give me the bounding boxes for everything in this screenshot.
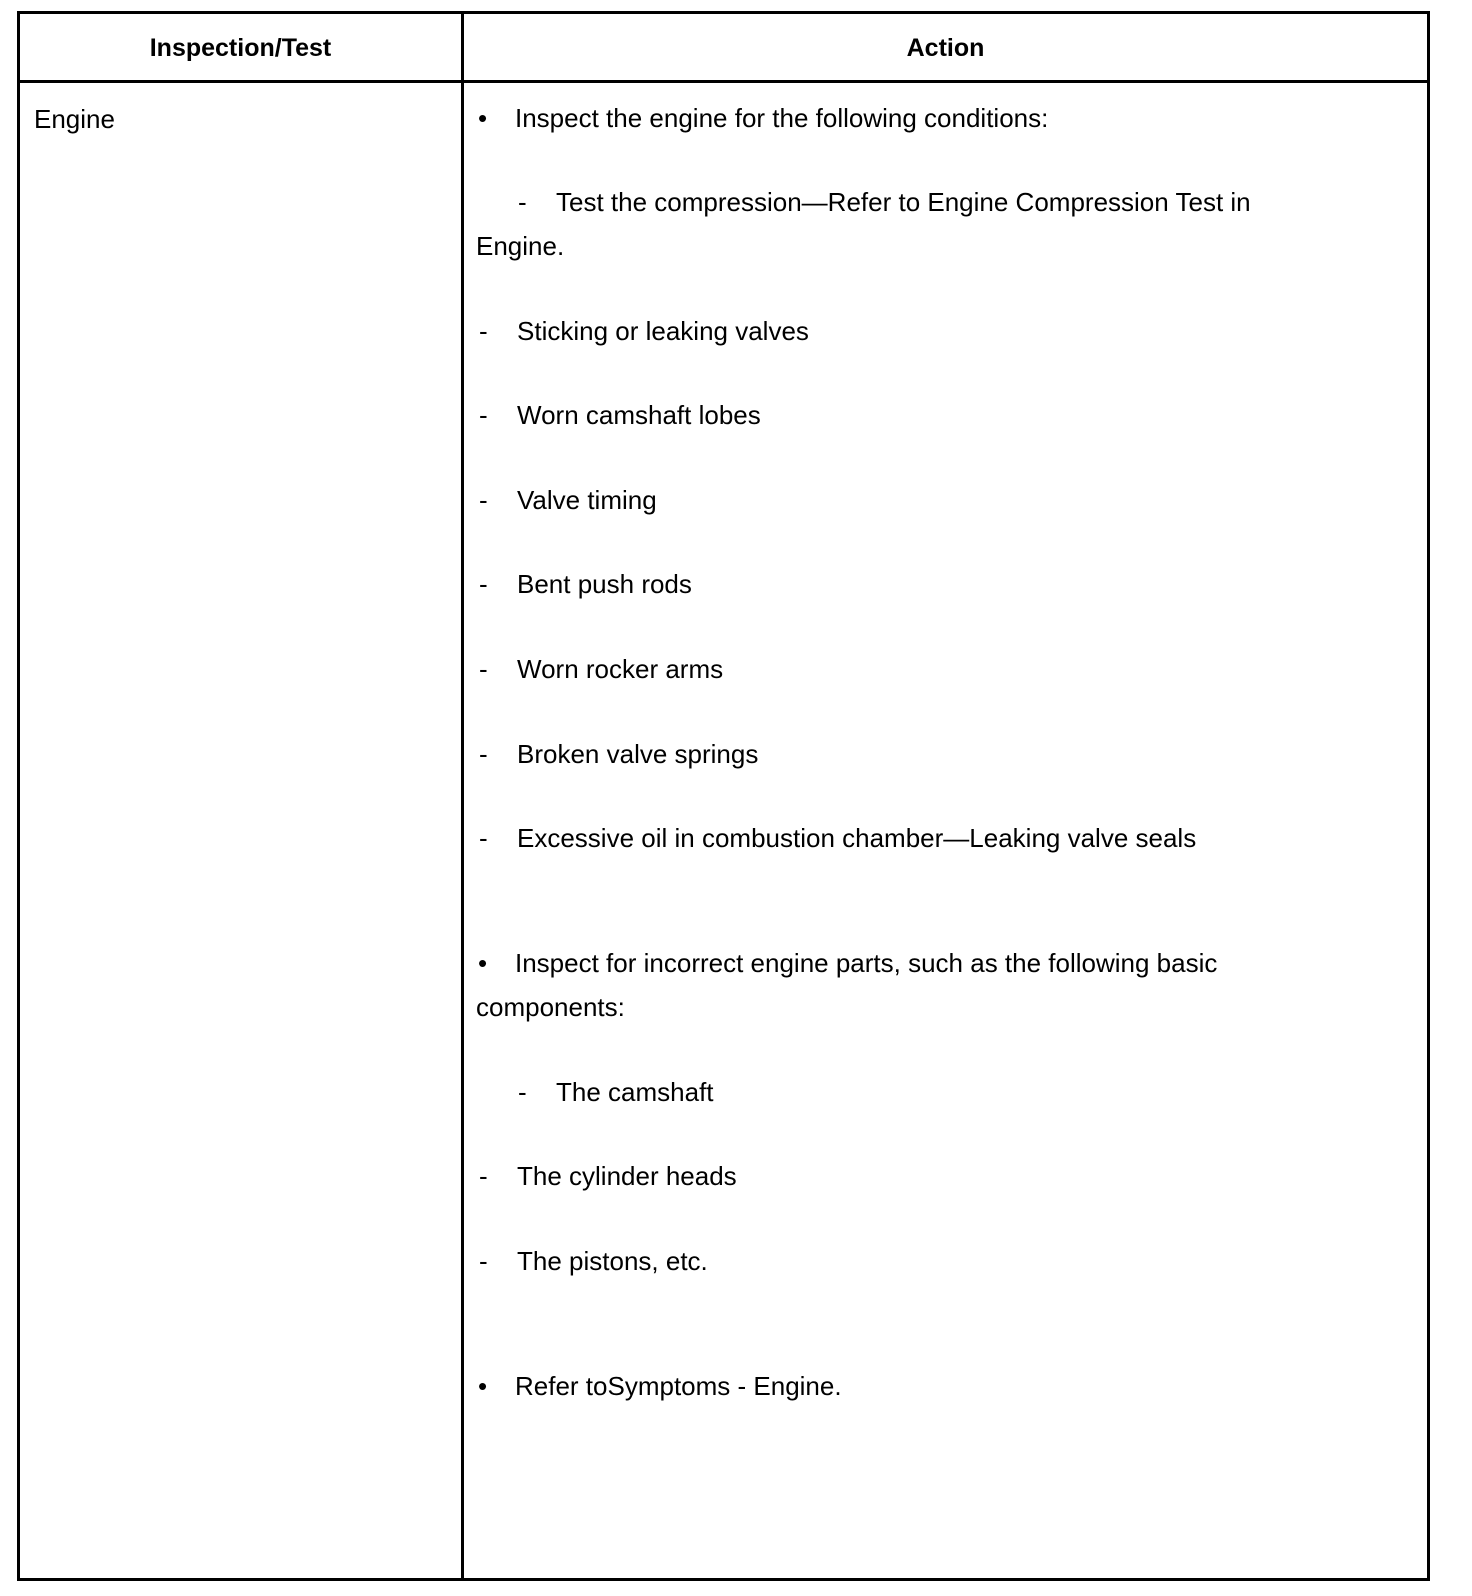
component-item: The camshaft	[556, 1077, 714, 1107]
dash-marker: -	[479, 400, 488, 430]
action-refer-symptoms: Refer toSymptoms - Engine.	[515, 1371, 842, 1401]
bullet-marker: •	[478, 103, 488, 133]
condition-item: Excessive oil in combustion chamber—Leaking valve seals	[517, 823, 1197, 853]
component-item: The cylinder heads	[517, 1161, 737, 1191]
dash-marker: -	[479, 823, 488, 853]
header-inspection-test: Inspection/Test	[149, 34, 332, 62]
condition-item: Sticking or leaking valves	[517, 316, 809, 346]
dash-marker: -	[479, 316, 488, 346]
dash-marker: -	[479, 739, 488, 769]
dash-marker: -	[479, 485, 488, 515]
action-intro-incorrect-parts-line1: Inspect for incorrect engine parts, such as the following basic	[515, 948, 1218, 978]
dash-marker: -	[518, 1077, 527, 1107]
action-intro-inspect-conditions: Inspect the engine for the following conditions:	[515, 103, 1049, 133]
dash-marker: -	[479, 1161, 488, 1191]
condition-item: Bent push rods	[517, 569, 692, 599]
dash-marker: -	[479, 1246, 488, 1276]
condition-item: Valve timing	[517, 485, 657, 515]
action-compression-line1: Test the compression—Refer to Engine Compression Test in	[556, 187, 1251, 217]
dash-marker: -	[479, 569, 488, 599]
column-divider	[461, 14, 464, 1578]
dash-marker: -	[518, 187, 527, 217]
condition-item: Broken valve springs	[517, 739, 759, 769]
inspection-table	[17, 11, 1430, 1581]
bullet-marker: •	[478, 1371, 488, 1401]
action-intro-incorrect-parts-line2: components:	[476, 992, 625, 1022]
header-divider	[20, 80, 1427, 83]
condition-item: Worn camshaft lobes	[517, 400, 761, 430]
header-action: Action	[906, 34, 985, 62]
bullet-marker: •	[478, 948, 488, 978]
component-item: The pistons, etc.	[517, 1246, 708, 1276]
dash-marker: -	[479, 654, 488, 684]
condition-item: Worn rocker arms	[517, 654, 724, 684]
inspection-cell-engine: Engine	[34, 104, 115, 134]
action-compression-line2: Engine.	[476, 231, 565, 261]
